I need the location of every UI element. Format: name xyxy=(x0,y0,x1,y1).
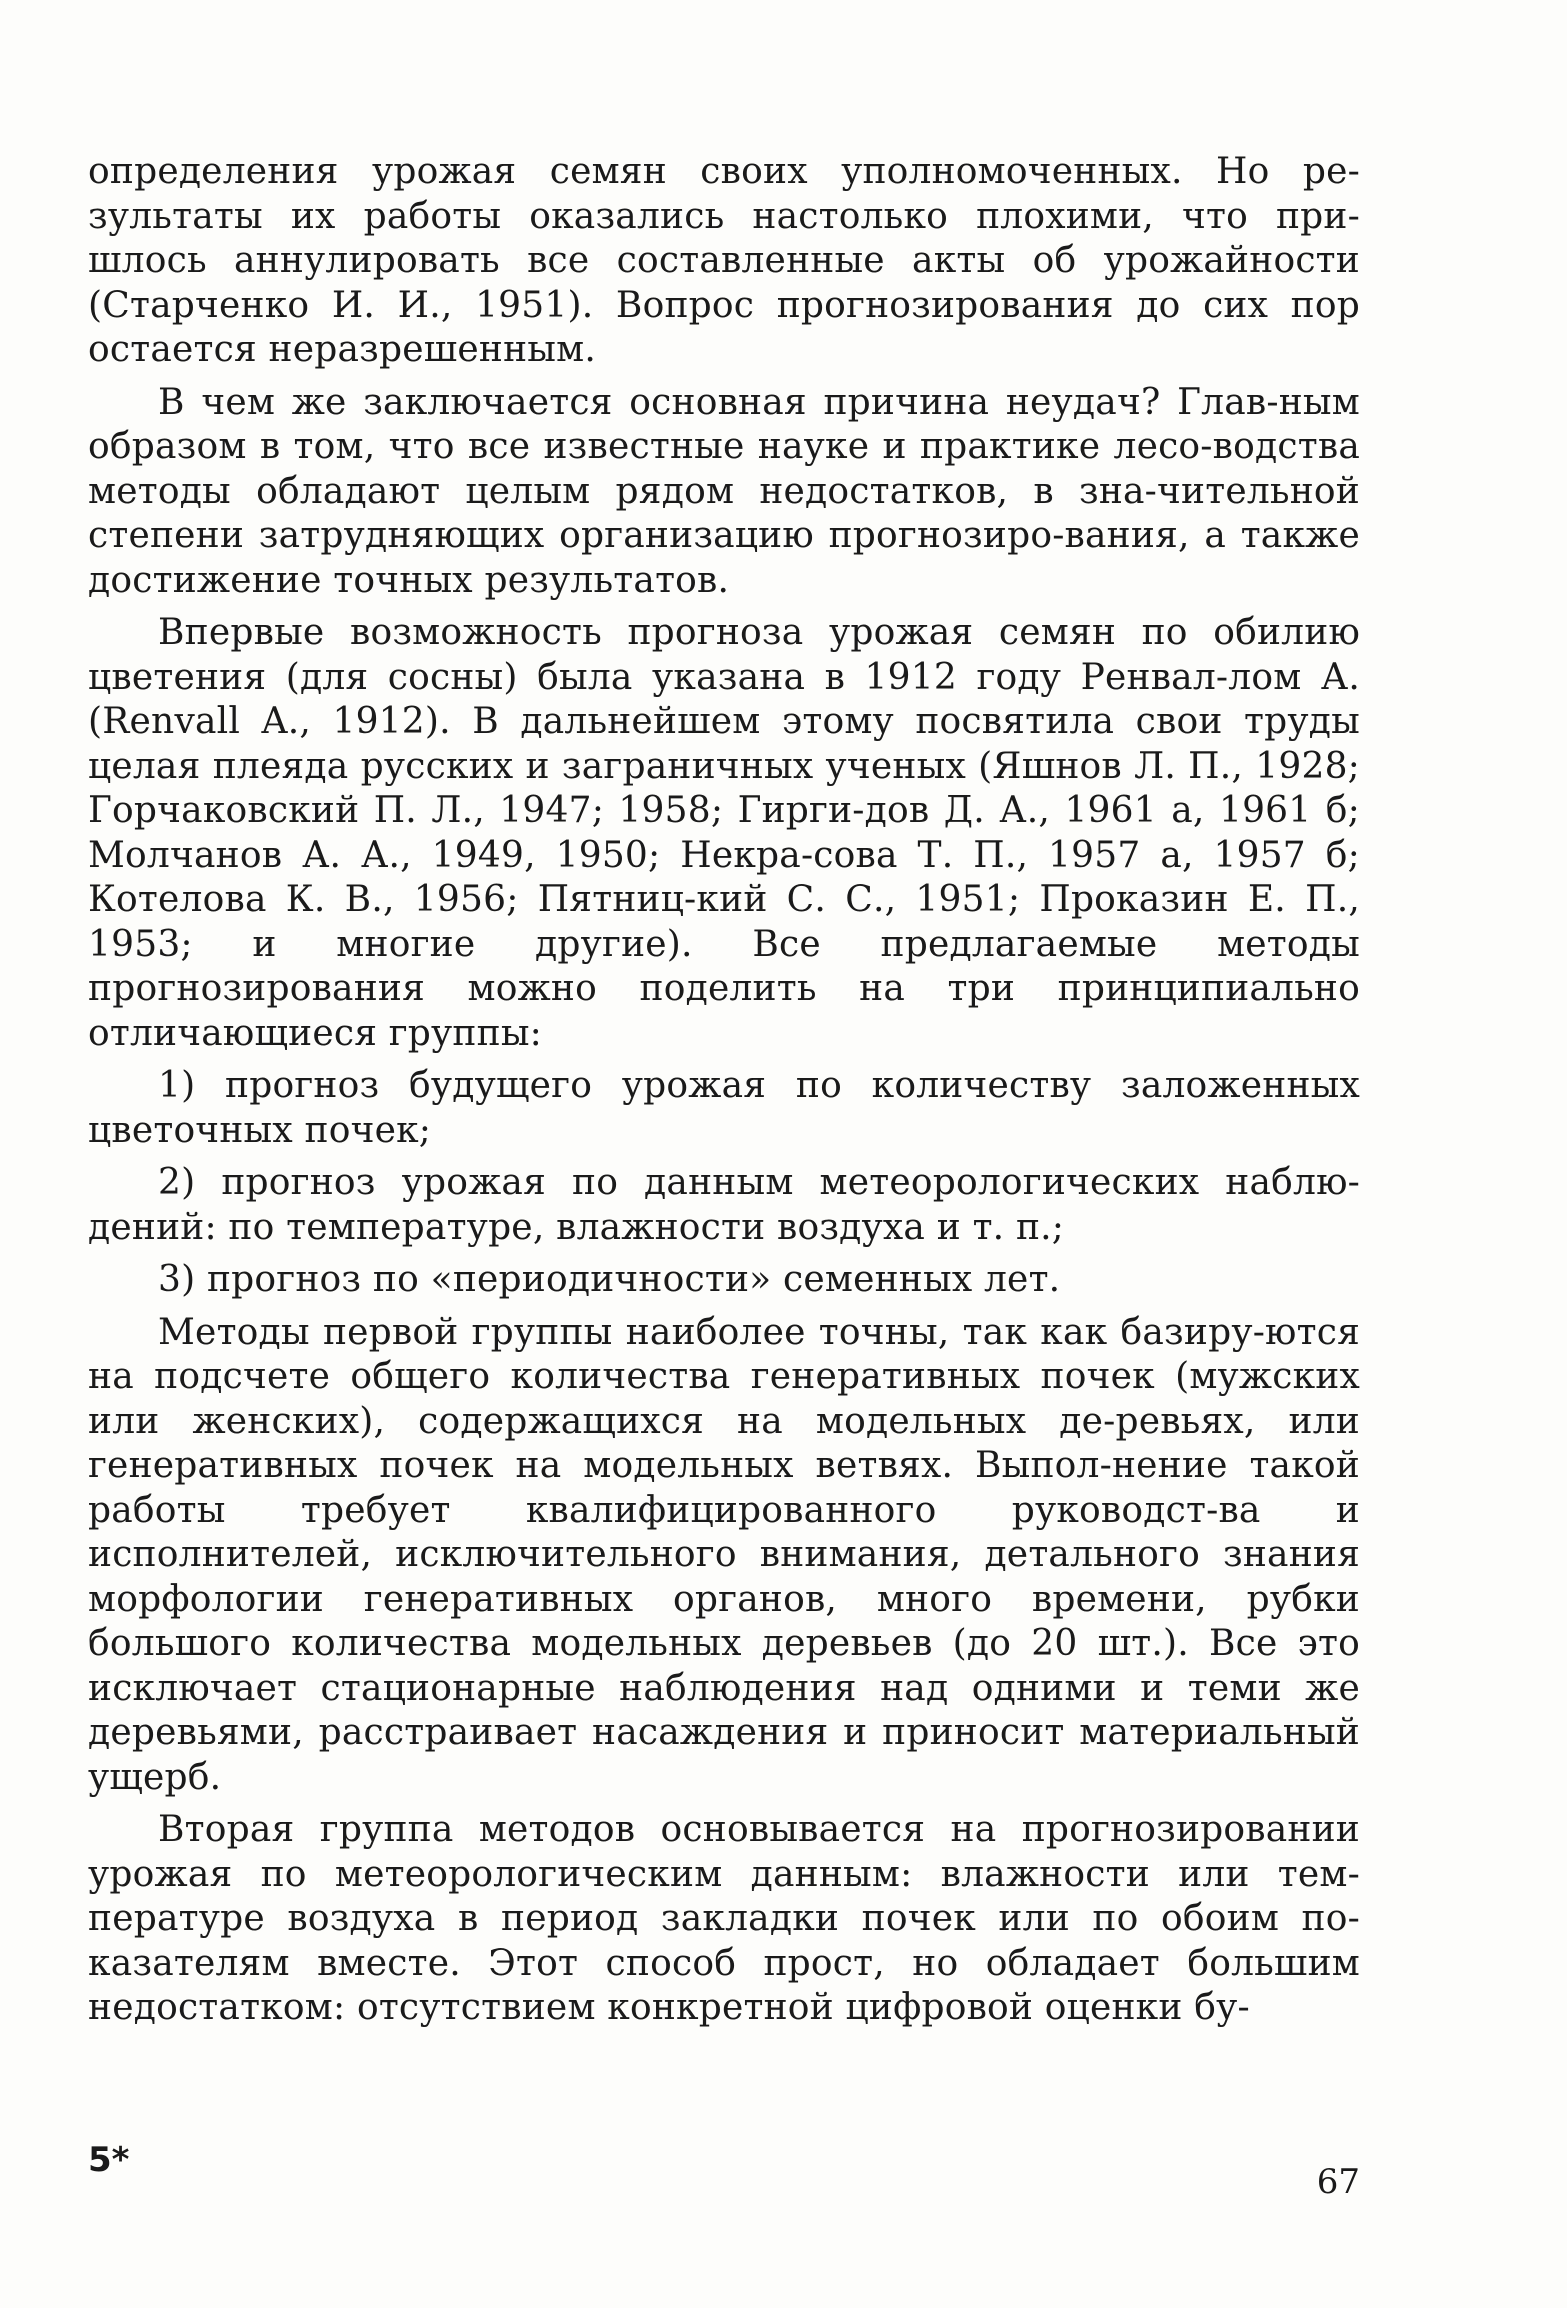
paragraph-4: Методы первой группы наиболее точны, так как базиру-ются на подсчете общего количества генеративных почек (мужских или женских), содержащихся на модельных де-ревьях, или генеративных почек на модельных ветвях. Выпол-нение такой работы требует квалифицированного руководст-ва и исполнителей, исключительного внимания, детального знания морфологии генеративных органов, много времени, рубки большого количества модельных деревьев (до 20 шт.). Все это исключает стационарные наблюдения над одними и теми же деревьями, расстраивает насаждения и приносит материальный ущерб. xyxy=(88,1311,1360,1798)
list-item-1: 1) прогноз будущего урожая по количеству заложенных цветочных почек; xyxy=(88,1065,1360,1151)
list-item-2: 2) прогноз урожая по данным метеорологических наблю-дений: по температуре, влажности воздуха и т. п.; xyxy=(88,1162,1360,1248)
page-body-text xyxy=(88,150,1360,2039)
paragraph-5: Вторая группа методов основывается на прогнозировании урожая по метеорологическим данным: влажности или тем-пературе воздуха в период закладки почек или по обоим по-казателям вместе. Этот способ прост, но обладает большим недостатком: отсутствием конкретной цифровой оценки бу- xyxy=(88,1809,1360,2028)
paragraph-2: В чем же заключается основная причина неудач? Глав-ным образом в том, что все известные науке и практике лесо-водства методы обладают целым рядом недостатков, в зна-чительной степени затрудняющих организацию прогнозиро-вания, а также достижение точных результатов. xyxy=(88,381,1360,601)
page-footer xyxy=(88,2140,1360,2220)
paragraph-3: Впервые возможность прогноза урожая семян по обилию цветения (для сосны) была указана в 1912 году Ренвал-лом А. (Renvall A., 1912). В дальнейшем этому посвятила свои труды целая плеяда русских и заграничных ученых (Яшнов Л. П., 1928; Горчаковский П. Л., 1947; 1958; Гирги-дов Д. А., 1961 а, 1961 б; Молчанов А. А., 1949, 1950; Некра-сова Т. П., 1957 а, 1957 б; Котелова К. В., 1956; Пятниц-кий С. С., 1951; Проказин Е. П., 1953; и многие другие). Все предлагаемые методы прогнозирования можно поделить на три принципиально отличающиеся группы: xyxy=(88,612,1360,1054)
signature-mark: 5* xyxy=(88,2140,130,2180)
page-number: 67 xyxy=(1316,2162,1360,2202)
list-item-3: 3) прогноз по «периодичности» семенных лет. xyxy=(158,1259,1061,1300)
paragraph-1: определения урожая семян своих уполномоченных. Но ре-зультаты их работы оказались настолько плохими, что при-шлось аннулировать все составленные акты об урожайности (Старченко И. И., 1951). Вопрос прогнозирования до сих пор остается неразрешенным. xyxy=(88,151,1360,370)
